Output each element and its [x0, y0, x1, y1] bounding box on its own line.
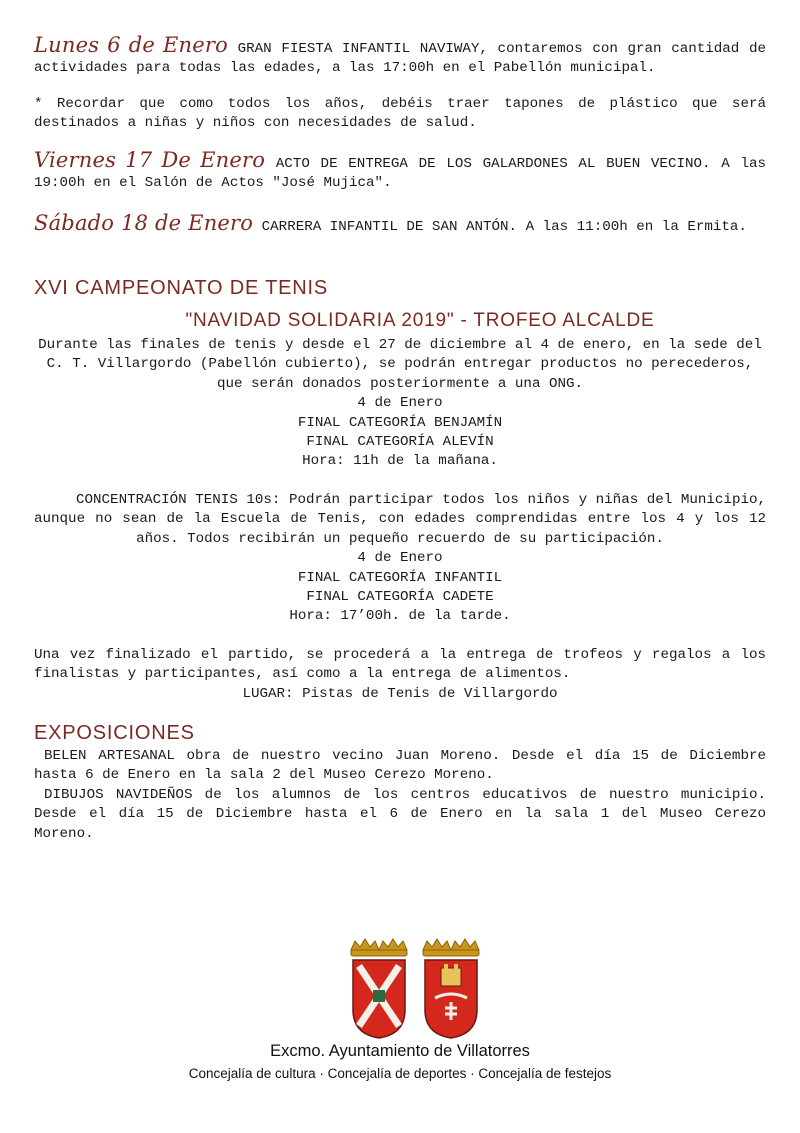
tenis-intro: Durante las finales de tenis y desde el 27 de diciembre al 4 de enero, en la sede del C. T. Villargordo (Pabellón cubierto), se podrán entregar productos no perecederos, que serán donados posteriormente a una ONG. [38, 337, 762, 392]
block-line: 4 de Enero [357, 395, 443, 412]
event-date: Sábado 18 de Enero [34, 210, 254, 235]
block-line: 4 de Enero [357, 550, 443, 567]
block-line: Hora: 17’00h. de la tarde. [289, 608, 511, 625]
footer-subtitle: Concejalía de cultura · Concejalía de deportes · Concejalía de festejos [188, 1066, 612, 1081]
event-text: ACTO DE ENTREGA DE LOS GALARDONES AL BUEN VECINO. A las 19:00h en el Salón de Actos "José Mujica". [34, 155, 766, 192]
tenis-closing: Una vez finalizado el partido, se procederá a la entrega de trofeos y regalos a los finalistas y participantes, así como a la entrega de alimentos. [34, 646, 766, 683]
exposicion-item-2: DIBUJOS NAVIDEÑOS de los alumnos de los centros educativos de nuestro municipio. Desde el día 15 de Diciembre hasta el 6 de Enero en la sala 1 del Museo Cerezo Moreno. [34, 786, 766, 842]
block-line: FINAL CATEGORÍA CADETE [306, 588, 494, 605]
tenis-block-2 [34, 549, 766, 627]
tenis-block-1 [34, 394, 766, 472]
coat-of-arms-right-icon [423, 939, 479, 1038]
event-lunes [34, 33, 766, 77]
exposicion-item-1: BELEN ARTESANAL obra de nuestro vecino Juan Moreno. Desde el día 15 de Diciembre hasta 6 de Enero en la sala 2 del Museo Cerezo Moreno. [34, 747, 766, 784]
block-line: FINAL CATEGORÍA ALEVÍN [306, 434, 494, 451]
tenis-concentracion: CONCENTRACIÓN TENIS 10s: Podrán participar todos los niños y niñas del Municipio, aunque no sean de la Escuela de Tenis, con edades comprendidas entre los 4 y los 12 años. Todos recibirán un pequeño recuerdo de su participación. [34, 491, 766, 547]
event-date: Lunes 6 de Enero [34, 33, 228, 57]
footer-title: Excmo. Ayuntamiento de Villatorres [270, 1042, 530, 1060]
event-text: GRAN FIESTA INFANTIL NAVIWAY, contaremos con gran cantidad de actividades para todas las edades, a las 17:00h en el Pabellón municipal. [34, 41, 766, 77]
tenis-lugar: LUGAR: Pistas de Tenis de Villargordo [242, 685, 558, 702]
event-text: CARRERA INFANTIL DE SAN ANTÓN. A las 11:00h en la Ermita. [253, 218, 747, 235]
coats-of-arms [345, 938, 485, 1040]
coat-of-arms-left-icon [351, 939, 407, 1038]
tenis-heading: XVI CAMPEONATO DE TENIS [34, 277, 329, 300]
block-line: Hora: 11h de la mañana. [302, 453, 498, 470]
event-note: * Recordar que como todos los años, debéis traer tapones de plástico que será destinados a niñas y niños con necesidades de salud. [34, 96, 766, 132]
block-line: FINAL CATEGORÍA BENJAMÍN [297, 414, 503, 431]
tenis-subheading: "NAVIDAD SOLIDARIA 2019" - TROFEO ALCALDE [185, 310, 655, 332]
exposiciones-heading: EXPOSICIONES [34, 721, 195, 744]
event-sabado [34, 210, 766, 237]
block-line: FINAL CATEGORÍA INFANTIL [297, 569, 503, 586]
event-date: Viernes 17 De Enero [34, 147, 266, 172]
event-viernes [34, 147, 766, 194]
